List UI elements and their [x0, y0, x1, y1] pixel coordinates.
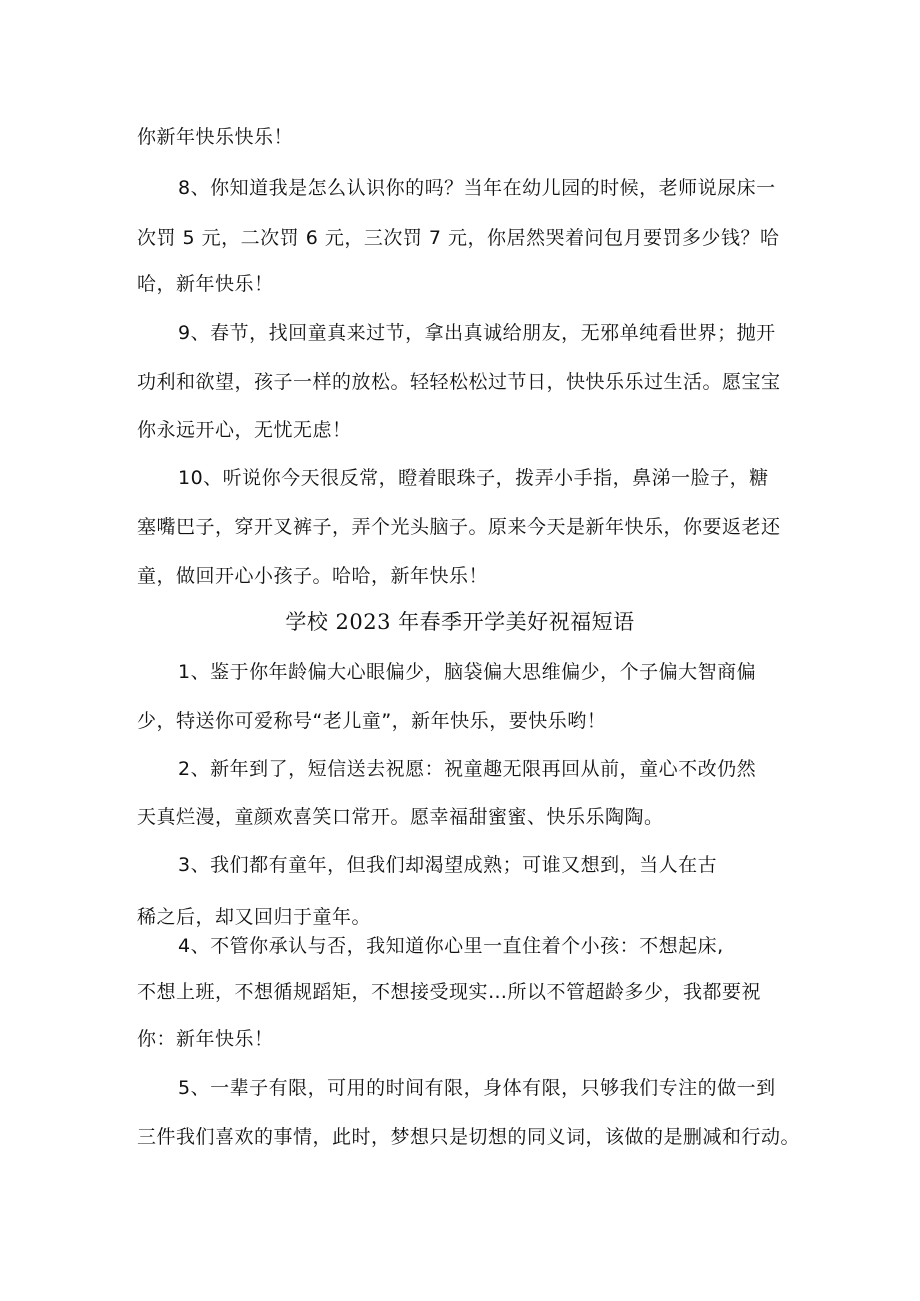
text-line: 童，做回开心小孩子。哈哈，新年快乐！: [137, 565, 489, 587]
text-line: 功利和欲望，孩子一样的放松。轻轻松松过节日，快快乐乐过生活。愿宝宝: [137, 371, 781, 393]
text-line: 天真烂漫，童颜欢喜笑口常开。愿幸福甜蜜蜜、快乐乐陶陶。: [137, 806, 664, 828]
text-line: 三件我们喜欢的事情，此时，梦想只是切想的同义词，该做的是删减和行动。: [137, 1126, 801, 1148]
text-line: 8、你知道我是怎么认识你的吗？当年在幼儿园的时候，老师说尿床一: [178, 177, 776, 199]
text-line: 5、一辈子有限，可用的时间有限，身体有限，只够我们专注的做一到: [178, 1077, 776, 1099]
text-line: 3、我们都有童年，但我们却渴望成熟；可谁又想到，当人在古: [178, 854, 718, 876]
text-line: 次罚 5 元，二次罚 6 元，三次罚 7 元，你居然哭着问包月要罚多少钱？哈: [137, 227, 780, 249]
text-line: 2、新年到了，短信送去祝愿：祝童趣无限再回从前，童心不改仍然: [178, 758, 757, 780]
text-line: 你：新年快乐！: [137, 1028, 274, 1050]
text-line: 10、听说你今天很反常，瞪着眼珠子，拨弄小手指，鼻涕一脸子，糖: [178, 467, 769, 489]
section-title: 学校 2023 年春季开学美好祝福短语: [285, 610, 635, 634]
text-line: 4、不管你承认与否，我知道你心里一直住着个小孩：不想起床,: [178, 935, 724, 957]
text-line: 塞嘴巴子，穿开叉裤子，弄个光头脑子。原来今天是新年快乐，你要返老还: [137, 516, 781, 538]
text-line: 稀之后，却又回归于童年。: [137, 906, 372, 928]
text-line: 不想上班，不想循规蹈矩，不想接受现实…所以不管超龄多少，我都要祝: [137, 981, 762, 1003]
text-line: 1、鉴于你年龄偏大心眼偏少，脑袋偏大思维偏少，个子偏大智商偏: [178, 661, 757, 683]
text-line: 哈，新年快乐！: [137, 273, 274, 295]
text-line: 你新年快乐快乐！: [137, 126, 294, 148]
text-line: 你永远开心，无忧无虑！: [137, 419, 352, 441]
text-line: 9、春节，找回童真来过节，拿出真诚给朋友，无邪单纯看世界；抛开: [178, 322, 776, 344]
text-line: 少，特送你可爱称号“老儿童”，新年快乐，要快乐哟！: [137, 710, 607, 732]
